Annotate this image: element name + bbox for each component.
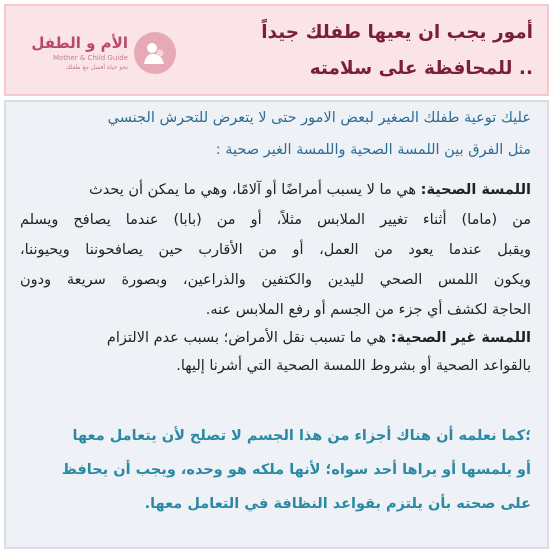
healthy-term: اللمسة الصحية: <box>420 182 531 198</box>
page-title-line1: أمور يجب ان يعيها طفلك جيداً <box>261 22 533 43</box>
unhealthy-line2: بالقواعد الصحية أو بشروط اللمسة الصحية التي أشرنا إليها. <box>176 358 531 374</box>
intro-line1: عليك توعية طفلك الصغير لبعض الامور حتى لا يتعرض للتحرش الجنسي <box>107 110 531 126</box>
unhealthy-line1 <box>20 330 531 346</box>
page-title-line2: .. للمحافظة على سلامته <box>309 58 533 79</box>
intro-line2: مثل الفرق بين اللمسة الصحية واللمسة الغير صحية : <box>215 142 531 158</box>
logo-tagline: نحو حياة أفضل مع طفلك <box>65 64 128 71</box>
closing-line2: أو يلمسها أو يراها أحد سواه؛ لأنها ملكه هو وحده، ويجب أن يحافظ <box>61 462 531 478</box>
unhealthy-term: اللمسة غير الصحية: <box>390 330 531 346</box>
closing-line3: على صحته بأن يلتزم بقواعد النظافة في التعامل معها. <box>144 496 531 512</box>
logo-title: الأم و الطفل <box>31 34 128 52</box>
healthy-text1: هي ما لا يسبب أمراضًا أو آلامًا، وهي ما يمكن أن يحدث <box>89 182 417 198</box>
healthy-line2: من (ماما) أثناء تغيير الملابس مثلاً، أو من (بابا) عندما يصافح ويسلم <box>20 212 531 228</box>
healthy-line4: ويكون اللمس الصحي لليدين والكتفين والذراعين، وبصورة سريعة ودون <box>20 272 531 288</box>
unhealthy-text1: هي ما تسبب نقل الأمراض؛ بسبب عدم الالتزام <box>106 330 387 346</box>
mother-child-icon <box>134 32 176 74</box>
healthy-line3: ويقبل عندما يعود من العمل، أو من الأقارب حين يصافحوننا ويحيوننا، <box>20 242 531 258</box>
logo-subtitle: Mother & Child Guide <box>52 54 128 62</box>
healthy-line1 <box>20 182 531 198</box>
healthy-line5: الحاجة لكشف أي جزء من الجسم أو رفع الملابس عنه. <box>205 302 531 318</box>
header-banner <box>4 4 549 96</box>
closing-line1: ؛كما نعلمه أن هناك أجزاء من هذا الجسم لا تصلح لأن يتعامل معها <box>72 428 531 444</box>
brand-logo <box>26 28 176 78</box>
content-panel <box>4 100 549 549</box>
